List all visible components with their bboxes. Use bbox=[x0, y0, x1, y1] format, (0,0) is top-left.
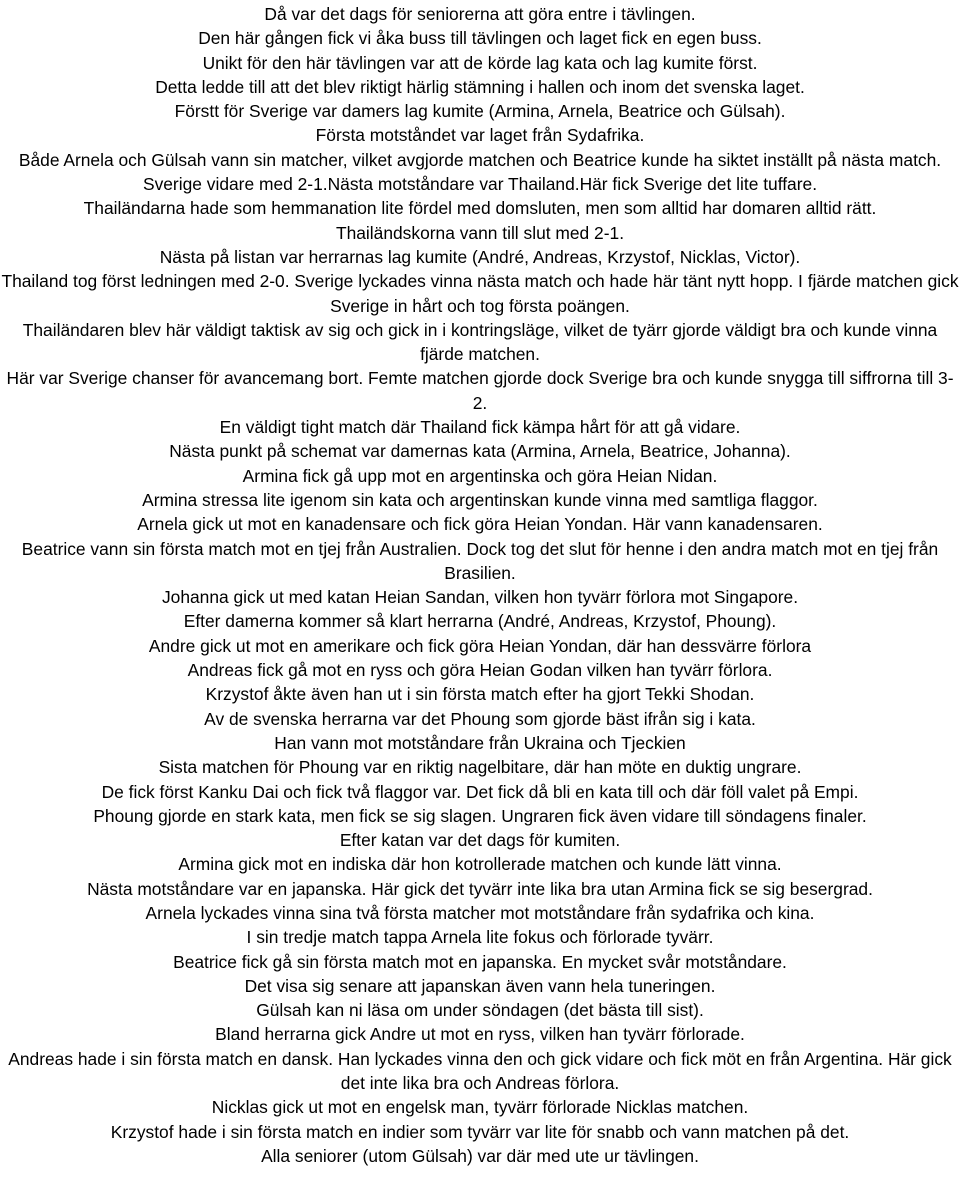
paragraph: Då var det dags för seniorerna att göra entre i tävlingen. bbox=[264, 4, 696, 24]
paragraph: Sverige vidare med 2-1.Nästa motståndare var Thailand.Här fick Sverige det lite tuffare. bbox=[142, 174, 818, 195]
paragraph: Beatrice fick gå sin första match mot en japanska. En mycket svår motståndare. bbox=[173, 951, 787, 972]
paragraph: Krzystof åkte även han ut i sin första match efter ha gjort Tekki Shodan. bbox=[205, 684, 755, 705]
paragraph: Nicklas gick ut mot en engelsk man, tyvärr förlorade Nicklas matchen. bbox=[211, 1097, 749, 1118]
paragraph: Både Arnela och Gülsah vann sin matcher, vilket avgjorde matchen och Beatrice kunde ha siktet inställt på nästa match. bbox=[18, 149, 942, 170]
paragraph: Gülsah kan ni läsa om under söndagen (det bästa till sist). bbox=[256, 1000, 704, 1021]
paragraph: Armina fick gå upp mot en argentinska och göra Heian Nidan. bbox=[242, 465, 718, 486]
paragraph: Nästa punkt på schemat var damernas kata (Armina, Arnela, Beatrice, Johanna). bbox=[169, 441, 791, 462]
paragraph: Efter katan var det dags för kumiten. bbox=[339, 830, 621, 851]
paragraph: Nästa på listan var herrarnas lag kumite (André, Andreas, Krzystof, Nicklas, Victor). bbox=[159, 246, 801, 267]
paragraph: Krzystof hade i sin första match en indier som tyvärr var lite för snabb och vann matchen på det. bbox=[110, 1121, 850, 1142]
paragraph: I sin tredje match tappa Arnela lite fokus och förlorade tyvärr. bbox=[246, 927, 714, 948]
paragraph: Andreas hade i sin första match en dansk. Han lyckades vinna den och gick vidare och fick möt en från Argentina. Här gick det inte lika bra och Andreas förlora. bbox=[8, 1048, 952, 1094]
paragraph: Andre gick ut mot en amerikare och fick göra Heian Yondan, där han dessvärre förlora bbox=[148, 635, 812, 656]
paragraph: Nästa motståndare var en japanska. Här gick det tyvärr inte lika bra utan Armina fick se sig besergrad. bbox=[87, 878, 873, 899]
paragraph: Johanna gick ut med katan Heian Sandan, vilken hon tyvärr förlora mot Singapore. bbox=[161, 587, 799, 608]
paragraph: Förstt för Sverige var damers lag kumite (Armina, Arnela, Beatrice och Gülsah). bbox=[174, 101, 786, 122]
paragraph: Andreas fick gå mot en ryss och göra Heian Godan vilken han tyvärr förlora. bbox=[187, 660, 773, 681]
paragraph: Thailändarna hade som hemmanation lite fördel med domsluten, men som alltid har domaren alltid rätt. bbox=[83, 198, 877, 219]
paragraph: Armina gick mot en indiska där hon kotrollerade matchen och kunde lätt vinna. bbox=[178, 854, 782, 875]
paragraph: Thailand tog först ledningen med 2-0. Sverige lyckades vinna nästa match och hade här tänt nytt hopp. I fjärde matchen gick Sverige in hårt och tog första poängen. bbox=[1, 271, 959, 316]
paragraph: De fick först Kanku Dai och fick två flaggor var. Det fick då bli en kata till och där föll valet på Empi. bbox=[101, 781, 859, 802]
paragraph: Phoung gjorde en stark kata, men fick se sig slagen. Ungraren fick även vidare till söndagens finaler. bbox=[93, 805, 867, 826]
paragraph: Av de svenska herrarna var det Phoung som gjorde bäst ifrån sig i kata. bbox=[204, 708, 756, 729]
paragraph: Här var Sverige chanser för avancemang bort. Femte matchen gjorde dock Sverige bra och kunde snygga till siffrorna till 3-2. bbox=[6, 368, 954, 413]
paragraph: Han vann mot motståndare från Ukraina och Tjeckien bbox=[274, 732, 686, 753]
paragraph: Sista matchen för Phoung var en riktig nagelbitare, där han möte en duktig ungrare. bbox=[158, 757, 802, 778]
paragraph: Detta ledde till att det blev riktigt härlig stämning i hallen och inom det svenska laget. bbox=[155, 76, 805, 97]
paragraph: Första motståndet var laget från Sydafrika. bbox=[315, 125, 645, 146]
paragraph: Thailändaren blev här väldigt taktisk av sig och gick in i kontringsläge, vilket de tyärr gjorde väldigt bra och kunde vinna fjärde matchen. bbox=[22, 319, 938, 365]
paragraph: Arnela gick ut mot en kanadensare och fick göra Heian Yondan. Här vann kanadensaren. bbox=[137, 514, 823, 535]
paragraph: Armina stressa lite igenom sin kata och argentinskan kunde vinna med samtliga flaggor. bbox=[142, 489, 818, 510]
paragraph: Beatrice vann sin första match mot en tjej från Australien. Dock tog det slut för henne i den andra match mot en tjej från Brasilien. bbox=[21, 538, 939, 583]
paragraph: Det visa sig senare att japanskan även vann hela tuneringen. bbox=[244, 975, 716, 996]
paragraph: Alla seniorer (utom Gülsah) var där med ute ur tävlingen. bbox=[261, 1145, 699, 1166]
paragraph: Bland herrarna gick Andre ut mot en ryss, vilken han tyvärr förlorade. bbox=[215, 1024, 745, 1045]
paragraph: Unikt för den här tävlingen var att de körde lag kata och lag kumite först. bbox=[202, 52, 758, 73]
paragraph: Den här gången fick vi åka buss till tävlingen och laget fick en egen buss. bbox=[198, 28, 762, 49]
paragraph: Thailändskorna vann till slut med 2-1. bbox=[335, 222, 625, 243]
paragraph: En väldigt tight match där Thailand fick kämpa hårt för att gå vidare. bbox=[219, 417, 741, 438]
paragraph: Arnela lyckades vinna sina två första matcher mot motståndare från sydafrika och kina. bbox=[145, 902, 815, 923]
paragraph: Efter damerna kommer så klart herrarna (André, Andreas, Krzystof, Phoung). bbox=[183, 611, 777, 632]
